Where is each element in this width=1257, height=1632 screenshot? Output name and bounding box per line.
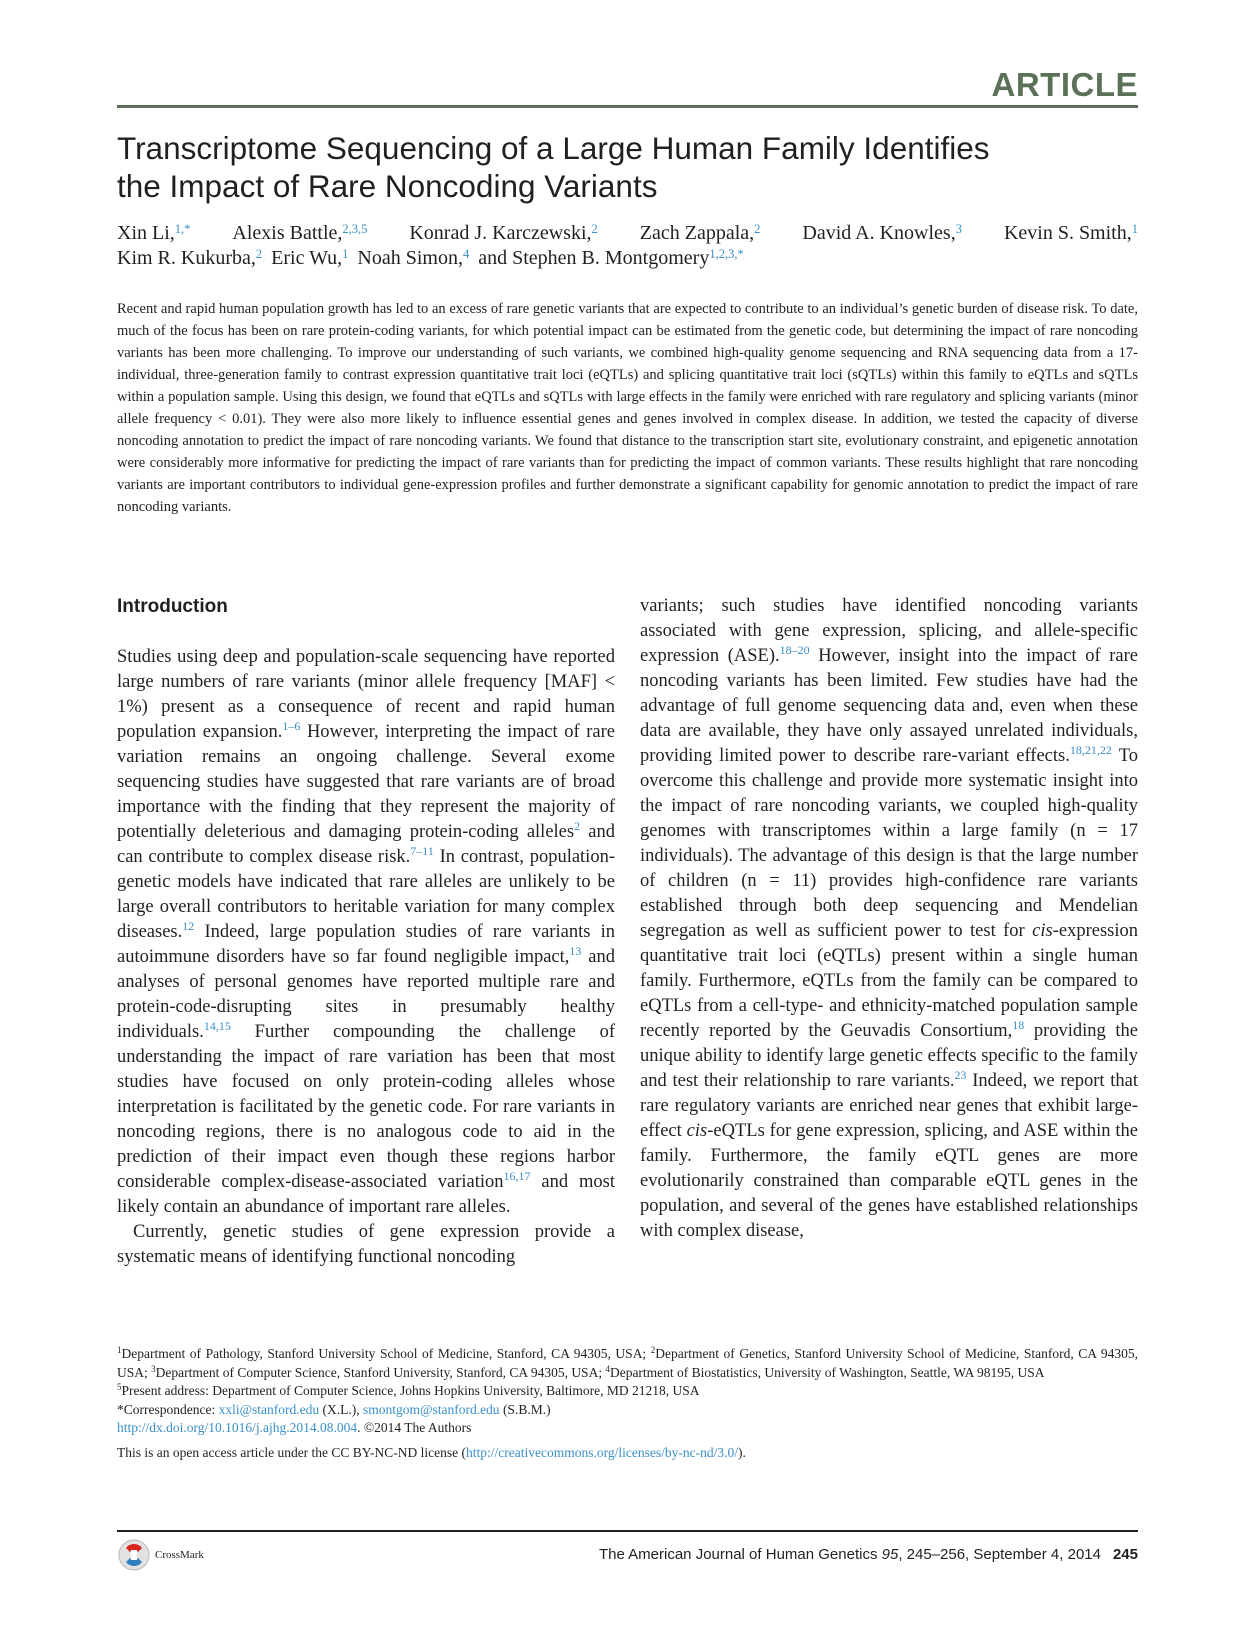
section-heading-introduction: Introduction [117,596,228,617]
author-name: and Stephen B. Montgomery [478,247,710,269]
author-affiliation-mark: 3 [955,222,962,236]
intro-paragraph-2-continued [640,594,1138,1244]
license-link[interactable]: http://creativecommons.org/licenses/by-nc-nd/3.0/ [466,1444,738,1460]
author-name: Noah Simon, [357,247,463,269]
affiliation-text: Department of Pathology, Stanford University School of Medicine, Stanford, CA 94305, USA; [121,1346,651,1361]
author-name: David A. Knowles, [802,222,956,244]
author-affiliation-mark: 1,* [174,222,191,236]
affiliation-text: Department of Biostatistics, University of Washington, Seattle, WA 98195, USA [609,1364,1045,1380]
author-line-1 [117,221,1138,246]
text-run: To overcome this challenge and provide more systematic insight into the impact of rare noncoding variants, we coupled high-quality genomes with transcriptomes within a large family (n = 17 individuals). The advantage of this design is that the large number of children (n = 11) provides high-confidence rare variants established through both deep sequencing and Mendelian segregation as well as sufficient power to test for [640,746,1138,941]
text-run: Further compounding the challenge of understanding the impact of rare variation has been that most studies have focused on only protein-coding alleles whose interpretation is facilitated by the genetic code. For rare variants in noncoding regions, there is no analogous code to aid in the prediction of their impact even though these regions harbor considerable complex-disease-associated variation [117,1022,615,1192]
author-name: Xin Li, [117,222,175,244]
crossmark-label: CrossMark [155,1549,204,1561]
email-link-sbm[interactable]: smontgom@stanford.edu [363,1401,500,1417]
author-name: Kim R. Kukurba, [117,247,256,269]
text-run: Studies using deep and population-scale sequencing have reported large numbers of rare variants (minor allele frequency [MAF] < 1%) present as a consequence of recent and rapid human population expansion. [117,647,615,742]
citation-ref[interactable]: 12 [182,919,195,933]
author-affiliation-mark: 2 [754,222,761,236]
author [409,221,597,246]
author [117,246,262,271]
author-affiliation-mark: 2 [591,222,598,236]
citation-ref[interactable]: 7–11 [410,844,434,858]
page-number: 245 [1112,1546,1138,1563]
intro-paragraph-2-start: Currently, genetic studies of gene expression provide a systematic means of identifying functional noncoding [117,1222,615,1267]
author [802,221,962,246]
author-affiliation-mark: 1 [1131,222,1138,236]
footnotes [117,1345,1138,1462]
italic-term: cis [686,1121,708,1141]
author-name: Eric Wu, [271,247,343,269]
author [232,221,367,246]
citation-ref[interactable]: 2 [574,819,581,833]
author [640,221,761,246]
italic-term: cis [1032,921,1053,941]
abstract: Recent and rapid human population growth has led to an excess of rare genetic variants that are expected to contribute to an individual’s genetic burden of disease risk. To date, much of the focus has been on rare protein-coding variants, for which potential impact can be estimated from the genetic code, but determining the impact of rare noncoding variants has been more challenging. To improve our understanding of such variants, we combined high-quality genome sequencing and RNA sequencing data from a 17-individual, three-generation family to contrast expression quantitative trait loci (eQTLs) and splicing quantitative trait loci (sQTLs) within this family to eQTLs and sQTLs within a population sample. Using this design, we found that eQTLs and sQTLs with large effects in the family were enriched with rare regulatory and splicing variants (minor allele frequency < 0.01). They were also more likely to influence essential genes and genes involved in complex disease. In addition, we tested the capacity of diverse noncoding annotation to predict the impact of rare noncoding variants. We found that distance to the transcription start site, evolutionary constraint, and epigenetic annotation were considerably more informative for predicting the impact of rare variants than for predicting the impact of common variants. These results highlight that rare noncoding variants are important contributors to individual gene-expression profiles and further demonstrate a significant capability for genomic annotation to predict the impact of rare noncoding variants. [117,301,1138,515]
footer-rule [117,1530,1138,1532]
body-column-left [117,594,615,1270]
crossmark-badge[interactable] [117,1538,204,1572]
author [357,246,469,271]
text-run: and analyses of personal genomes have reported multiple rare and protein-code-disrupting sites in presumably healthy individuals. [117,947,615,1042]
text-run: Indeed, large population studies of rare variants in autoimmune disorders have so far found negligible impact, [117,922,615,967]
journal-citation: The American Journal of Human Genetics 95, 245–256, September 4, 2014 245 [598,1546,1138,1563]
author-name: Konrad J. Karczewski, [409,222,592,244]
citation-ref[interactable]: 18–20 [779,643,810,657]
author-affiliation-mark: 2,3,5 [342,222,368,236]
citation-ref[interactable]: 1–6 [282,719,301,733]
citation-ref[interactable]: 13 [569,944,582,958]
doi-line: http://dx.doi.org/10.1016/j.ajhg.2014.08.004. ©2014 The Authors [117,1420,472,1435]
text-run: However, insight into the impact of rare noncoding variants has been limited. Few studies have had the advantage of full genome sequencing data and, even when these data are available, they have only assayed unrelated individuals, providing limited power to describe rare-variant effects. [640,646,1138,766]
text-run: and can contribute to complex disease risk. [117,822,615,867]
author-affiliation-mark: 1 [342,247,349,261]
author-name: Alexis Battle, [232,222,343,244]
affiliation-number: 3 [151,1363,156,1374]
author-name: Zach Zappala, [639,222,755,244]
text-run: In contrast, population-genetic models have indicated that rare alleles are unlikely to be large overall contributors to heritable variation for many complex diseases. [117,847,615,942]
body-column-right [640,594,1138,1244]
author-list [117,221,1138,271]
text-run: -expression quantitative trait loci (eQTLs) present within a single human family. Furthermore, eQTLs from the family can be compared to eQTLs from a cell-type- and ethnicity-matched population sample recently reported by the Geuvadis Consortium, [640,921,1138,1041]
text-run: and most likely contain an abundance of important rare alleles. [117,1172,615,1217]
citation-ref[interactable]: 18 [1012,1018,1025,1032]
correspondence: *Correspondence: xxli@stanford.edu (X.L.), smontgom@stanford.edu (S.B.M.) [117,1401,551,1417]
affiliation-number: 1 [117,1345,122,1355]
author [117,221,190,246]
citation-ref[interactable]: 23 [954,1068,967,1082]
text-run: variants; such studies have identified noncoding variants associated with gene expression, splicing, and allele-specific expression (ASE). [640,596,1138,666]
author [271,246,348,271]
paper-title: Transcriptome Sequencing of a Large Human Family Identifies the Impact of Rare Noncoding Variants [117,130,990,204]
doi-link[interactable]: http://dx.doi.org/10.1016/j.ajhg.2014.08.004 [117,1420,358,1435]
intro-paragraph-1 [117,645,615,1220]
text-run: However, interpreting the impact of rare variation remains an ongoing challenge. Several exome sequencing studies have suggested that rare variants are of broad importance with the finding that they represent the majority of potentially deleterious and damaging protein-coding alleles [117,722,615,842]
author-affiliation-mark: 4 [462,247,470,261]
author [1004,221,1138,246]
citation-ref[interactable]: 18,21,22 [1069,743,1112,757]
citation-ref[interactable]: 14,15 [203,1019,231,1033]
email-link-xl[interactable]: xxli@stanford.edu [218,1401,320,1417]
citation-ref[interactable]: 16,17 [503,1169,531,1183]
article-type-label: ARTICLE [991,66,1138,103]
text-run: providing the unique ability to identify large genetic effects specific to the family and test their relationship to rare variants. [640,1021,1138,1091]
text-run: -eQTLs for gene expression, splicing, and ASE within the family. Furthermore, the family eQTL genes are more evolutionarily constrained than comparable eQTL genes in the population, and several of the genes have established relationships with complex disease, [640,1121,1138,1241]
author-affiliation-mark: 1,2,3,* [709,247,744,261]
header-rule [117,105,1138,108]
affiliation-text: Department of Computer Science, Stanford University, Stanford, CA 94305, USA; [155,1364,606,1380]
affiliation-number: 4 [605,1363,610,1374]
affiliation-text: Department of Genetics, Stanford University School of Medicine, Stanford, CA 94305, USA; [117,1346,1138,1380]
text-run: Indeed, we report that rare regulatory variants are enriched near genes that exhibit large-effect [640,1071,1138,1141]
license-line: This is an open access article under the CC BY-NC-ND license (http://creativecommons.org/licenses/by-nc-nd/3.0/). [117,1444,746,1460]
author [478,246,743,271]
present-address: $^5$Present address: Department of Computer Science, Johns Hopkins University, Baltimore, MD 21218, USA [117,1382,700,1398]
affiliations [117,1345,1138,1382]
author-name: Kevin S. Smith, [1003,222,1132,244]
author-line-2 [117,246,1138,271]
affiliation-number: 2 [650,1345,656,1355]
crossmark-icon [117,1538,151,1572]
author-affiliation-mark: 2 [255,247,263,261]
